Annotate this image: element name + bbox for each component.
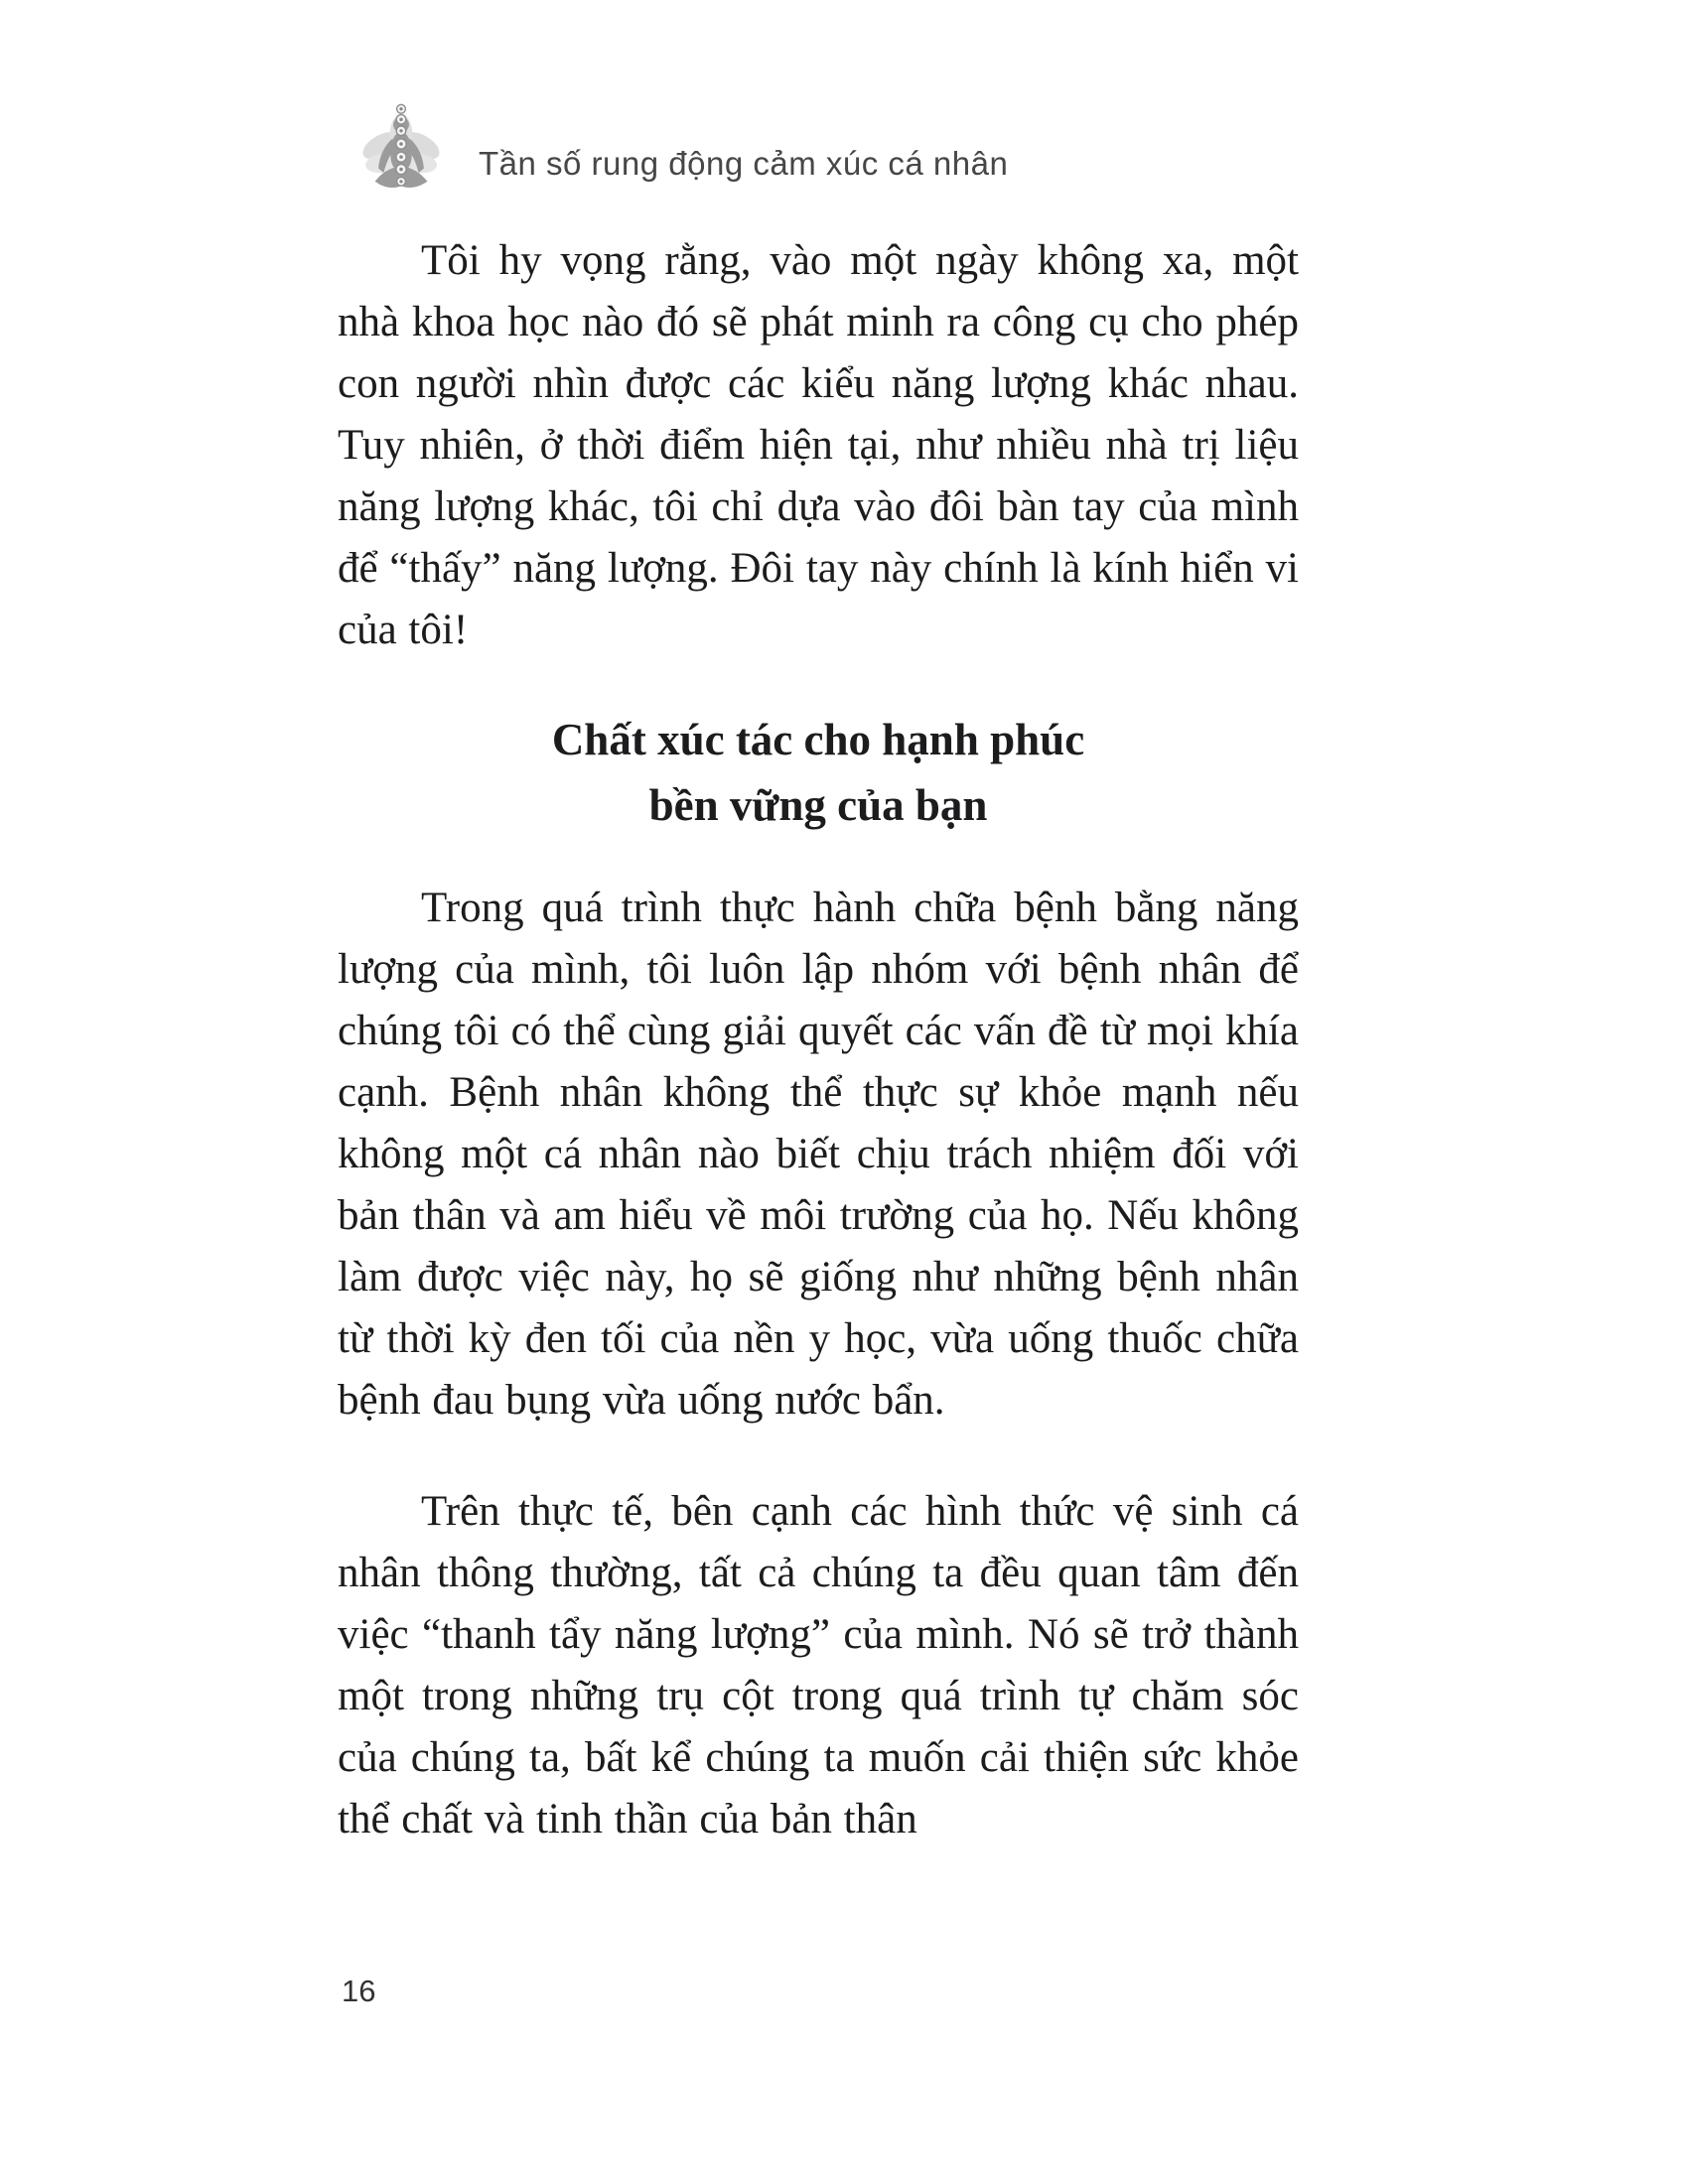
paragraph: Trong quá trình thực hành chữa bệnh bằng năng lượng của mình, tôi luôn lập nhóm với bệnh nhân để chúng tôi có thể cùng giải quyết các vấn đề từ mọi khía cạnh. Bệnh nhân không thể thực sự khỏe mạnh nếu không một cá nhân nào biết chịu trách nhiệm đối với bản thân và am hiểu về môi trường của họ. Nếu không làm được việc này, họ sẽ giống như những bệnh nhân từ thời kỳ đen tối của nền y học, vừa uống thuốc chữa bệnh đau bụng vừa uống nước bẩn.: [338, 885, 1299, 1424]
page-number: 16: [342, 1974, 376, 2008]
paragraph: Tôi hy vọng rằng, vào một ngày không xa, một nhà khoa học nào đó sẽ phát minh ra công cụ cho phép con người nhìn được các kiểu năng lượng khác nhau. Tuy nhiên, ở thời điểm hiện tại, như nhiều nhà trị liệu năng lượng khác, tôi chỉ dựa vào đôi bàn tay của mình để “thấy” năng lượng. Đôi tay này chính là kính hiển vi của tôi!: [338, 237, 1299, 653]
page-body-text: [338, 230, 1299, 1850]
section-heading-line-1: Chất xúc tác cho hạnh phúc: [551, 715, 1085, 764]
section-heading-line-2: bền vững của bạn: [648, 780, 988, 830]
meditation-chakra-lotus-icon: [357, 95, 445, 206]
page-header: [357, 95, 1008, 206]
paragraph: Trên thực tế, bên cạnh các hình thức vệ sinh cá nhân thông thường, tất cả chúng ta đều quan tâm đến việc “thanh tẩy năng lượng” của mình. Nó sẽ trở thành một trong những trụ cột trong quá trình tự chăm sóc của chúng ta, bất kể chúng ta muốn cải thiện sức khỏe thể chất và tinh thần của bản thân: [338, 1488, 1299, 1843]
running-head-title: Tần số rung động cảm xúc cá nhân: [479, 145, 1009, 182]
section-heading: [338, 707, 1299, 838]
